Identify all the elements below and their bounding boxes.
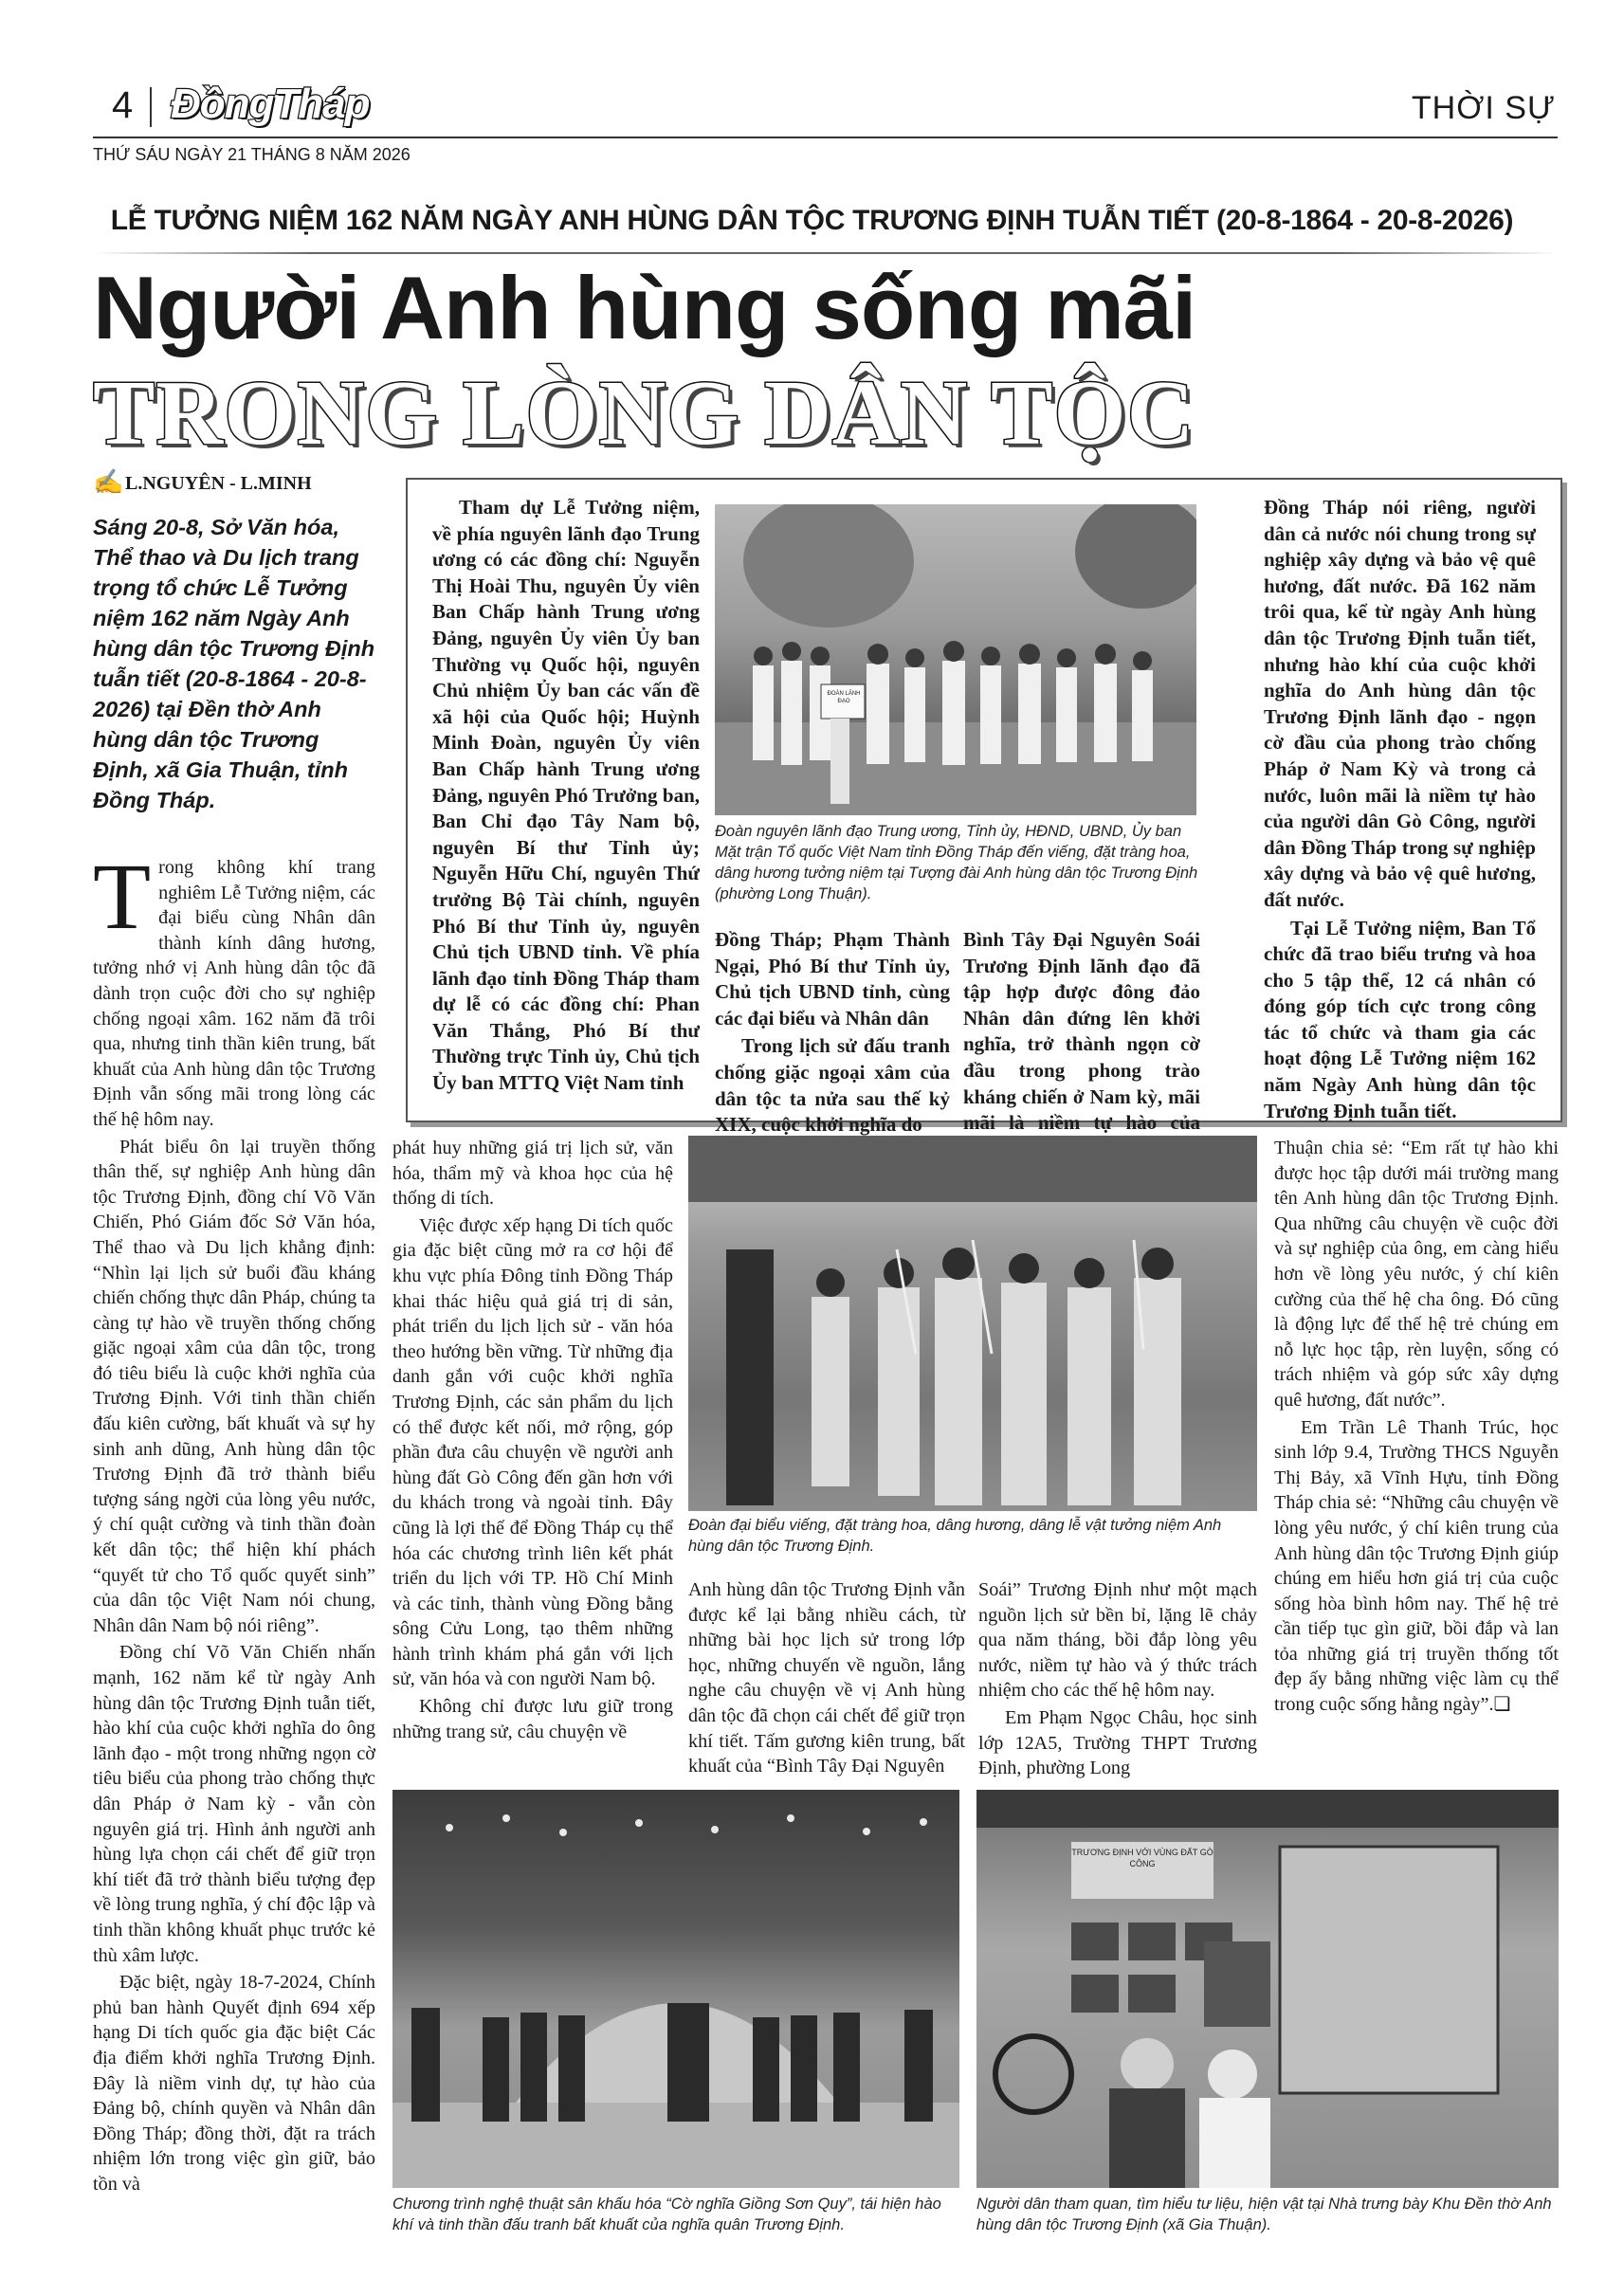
photo4-hall xyxy=(976,1790,1559,2188)
box-col4a-text: Đồng Tháp nói riêng, người dân cả nước nói chung trong sự nghiệp xây dựng và bảo vệ quê hương, đất nước. Đã 162 năm trôi qua, kể từ ngày Anh hùng dân tộc Trương Định tuẫn tiết, nhưng hào khí của cuộc khởi nghĩa do Anh hùng dân tộc Trương Định lãnh đạo - ngọn cờ đầu của phong trào chống Pháp ở Nam Kỳ và trong cả nước, luôn mãi là niềm tự hào của người dân Gò Công, người dân Đồng Tháp trong sự nghiệp xây dựng và bảo vệ quê hương, đất nước. xyxy=(1264,496,1536,911)
headline-line1: Người Anh hùng sống mãi xyxy=(93,258,1196,357)
section-label: THỜI SỰ xyxy=(1411,90,1556,126)
body-col2-p2: Việc được xếp hạng Di tích quốc gia đặc biệt cũng mở ra cơ hội để khu vực phía Đông tỉnh Đồng Tháp khai thác hiệu quả giá trị di sản, phát triển du lịch lịch sử - văn hóa theo hướng bền vững. Từ những địa danh gắn với cuộc khởi nghĩa Trương Định, các sản phẩm du lịch có thể được kết nối, mở rộng, góp phần đưa câu chuyện về người anh hùng đất Gò Công đến gần hơn với du khách trong và ngoài tỉnh. Đây cũng là lợi thế để Đồng Tháp cụ thể hóa các chương trình liên kết phát triển du lịch với TP. Hồ Chí Minh và các tỉnh, thành vùng Đồng bằng sông Cửu Long, tạo thêm những hành trình khám phá gắn với lịch sử, văn hóa và con người Nam bộ. xyxy=(392,1214,673,1690)
byline: L.NGUYÊN - L.MINH xyxy=(125,473,312,494)
photo1-figures xyxy=(715,504,1196,815)
dropcap: T xyxy=(93,844,152,949)
sapo: Sáng 20-8, Sở Văn hóa, Thể thao và Du lịch trang trọng tổ chức Lễ Tưởng niệm 162 năm Ngày Anh hùng dân tộc Trương Định tuẫn tiết (20-8-1864 - 20-8-2026) tại Đền thờ Anh hùng dân tộc Trương Định, xã Gia Thuận, tỉnh Đồng Tháp. xyxy=(93,515,375,812)
body-col1-p2: Phát biểu ôn lại truyền thống thân thế, sự nghiệp Anh hùng dân tộc Trương Định, đồng chí Võ Văn Chiến, Phó Giám đốc Sở Văn hóa, Thể thao và Du lịch khẳng định: “Nhìn lại lịch sử buổi đầu kháng chiến chống thực dân Pháp, chúng ta càng tự hào về truyền thống chống giặc ngoại xâm của dân tộc, trong đó tiêu biểu là cuộc khởi nghĩa của Trương Định. Với tinh thần chiến đấu kiên cường, bất khuất và sự hy sinh anh dũng, Anh hùng dân tộc Trương Định đã trở thành biểu tượng sáng ngời của lòng yêu nước, ý chí quật cường và tinh thần đoàn kết dân tộc; thể hiện khí phách “quyết tử cho Tổ quốc quyết sinh” của dân tộc Việt Nam nói chung, Nhân dân Nam bộ nói riêng”. xyxy=(93,1136,375,1636)
body-col5-p2-text: Em Trần Lê Thanh Trúc, học sinh lớp 9.4, Trường THCS Nguyễn Thị Bảy, xã Vĩnh Hựu, tỉnh Đồng Tháp chia sẻ: “Những câu chuyện về lòng yêu nước, ý chí kiên trung của Anh hùng dân tộc Trương Định giúp chúng em hiểu hơn giá trị của cuộc sống hòa bình hôm nay. Thế hệ trẻ cần tiếp tục gìn giữ, bồi đắp và lan tỏa những giá trị truyền thống tốt đẹp ấy bằng những việc làm cụ thể trong cuộc sống hằng ngày”. xyxy=(1274,1416,1559,1716)
box-col3-text: Bình Tây Đại Nguyên Soái Trương Định lãnh đạo đã tập hợp được đông đảo Nhân dân đứng lên khởi nghĩa, trở thành ngọn cờ đầu trong phong trào kháng chiến ở Nam kỳ, mãi mãi là niềm tự hào của xyxy=(963,928,1200,1135)
box-col2b-text: Trong lịch sử đấu tranh chống giặc ngoại xâm của dân tộc ta nửa sau thế kỷ XIX, cuộc khởi nghĩa do xyxy=(715,1034,950,1137)
body-col4 xyxy=(978,1577,1257,1781)
body-col5-p1: Thuận chia sẻ: “Em rất tự hào khi được học tập dưới mái trường mang tên Anh hùng dân tộc Trương Định. Qua những câu chuyện về cuộc đời và sự nghiệp của ông, em càng hiểu hơn về lòng yêu nước, ý chí kiên cường của thế hệ cha ông. Đó cũng là động lực để thế hệ trẻ chúng em nỗ lực học tập, rèn luyện, sống có trách nhiệm và góp sức xây dựng quê hương, đất nước”. xyxy=(1274,1138,1559,1411)
photo1-caption: Đoàn nguyên lãnh đạo Trung ương, Tỉnh ủy, HĐND, UBND, Ủy ban Mặt trận Tổ quốc Việt Nam tỉnh Đồng Tháp đến viếng, đặt tràng hoa, dâng hương tưởng niệm tại Tượng đài Anh hùng dân tộc Trương Định (phường Long Thuận). xyxy=(715,823,1198,902)
body-col3-p1: Anh hùng dân tộc Trương Định vẫn được kể lại bằng nhiều cách, từ những bài học lịch sử trong lớp học, những chuyến về nguồn, lắng nghe câu chuyện về vị Anh hùng dân tộc đã chọn cái chết để giữ trọn khí tiết. Tấm gương kiên trung, bất khuất của “Bình Tây Đại Nguyên xyxy=(688,1579,965,1777)
photo2-caption: Đoàn đại biểu viếng, đặt tràng hoa, dâng hương, dâng lễ vật tưởng niệm Anh hùng dân tộc Trương Định. xyxy=(688,1517,1222,1555)
masthead-logo: ĐồngTháp xyxy=(171,81,370,127)
box-col4b-text: Tại Lễ Tưởng niệm, Ban Tổ chức đã trao biểu trưng và hoa cho 5 tập thể, 12 cá nhân có đóng góp tích cực trong công tác tổ chức và tham gia các hoạt động Lễ Tưởng niệm 162 năm Ngày Anh hùng dân tộc Trương Định tuẫn tiết. xyxy=(1264,916,1536,1122)
box-col1-text: Tham dự Lễ Tưởng niệm, về phía nguyên lãnh đạo Trung ương có các đồng chí: Nguyễn Thị Hoài Thu, nguyên Ủy viên Ban Chấp hành Trung ương Đảng, nguyên Ủy viên Ủy ban Thường vụ Quốc hội, nguyên Chủ nhiệm Ủy ban các vấn đề xã hội của Quốc hội; Huỳnh Minh Đoàn, nguyên Ủy viên Ban Chấp hành Trung ương Đảng, nguyên Phó Trưởng ban, Ban Chỉ đạo Tây Nam bộ, nguyên Bí thư Tỉnh ủy; Nguyễn Hữu Chí, nguyên Thứ trưởng Bộ Tài chính, nguyên Phó Bí thư Tỉnh ủy, nguyên Chủ tịch UBND tỉnh. Về phía lãnh đạo tỉnh Đồng Tháp tham dự lễ có các đồng chí: Phan Văn Thắng, Phó Bí thư Thường trực Tỉnh ủy, Chủ tịch Ủy ban MTTQ Việt Nam tỉnh xyxy=(432,496,700,1095)
photo-incense-offering xyxy=(688,1136,1257,1511)
body-col1-p1-text: rong không khí trang nghiêm Lễ Tưởng niệm, các đại biểu cùng Nhân dân thành kính dâng hương, tưởng nhớ vị Anh hùng dân tộc đã dành trọn cuộc đời cho sự nghiệp chống ngoại xâm. 162 năm đã trôi qua, nhưng tinh thần kiên trung, bất khuất của Anh hùng dân tộc Trương Định vẫn sống mãi trong lòng các thế hệ hôm nay. xyxy=(93,857,375,1130)
photo3-caption: Chương trình nghệ thuật sân khấu hóa “Cờ nghĩa Giồng Sơn Quy”, tái hiện hào khí và tinh thần đấu tranh bất khuất của nghĩa quân Trương Định. xyxy=(392,2196,941,2233)
header-rule xyxy=(93,137,1558,138)
body-col1-p1 xyxy=(93,844,375,1133)
body-col2 xyxy=(392,1136,673,1744)
pen-icon: ✍ xyxy=(93,468,124,496)
body-col2-p1: phát huy những giá trị lịch sử, văn hóa, thẩm mỹ và khoa học của hệ thống di tích. xyxy=(392,1138,673,1210)
box-col2-text: Đồng Tháp; Phạm Thành Ngại, Phó Bí thư Tỉnh ủy, Chủ tịch UBND tỉnh, cùng các đại biểu và Nhân dân xyxy=(715,928,950,1030)
body-col3 xyxy=(688,1577,965,1779)
box-col2 xyxy=(715,927,950,1139)
photo-delegation-monument xyxy=(715,504,1196,815)
header-divider xyxy=(150,87,152,127)
photo-stage-performance xyxy=(392,1790,959,2188)
photo3-stage xyxy=(392,1790,959,2188)
body-col1-p3: Đồng chí Võ Văn Chiến nhấn mạnh, 162 năm kể từ ngày Anh hùng dân tộc Trương Định tuẫn tiết, hào khí của cuộc khởi nghĩa do ông lãnh đạo - một trong những ngọn cờ tiêu biểu của phong trào chống thực dân Pháp ở Nam kỳ - vẫn còn nguyên giá trị. Hình ảnh người anh hùng lựa chọn cái chết để giữ trọn khí tiết đã trở thành biểu tượng đẹp về lòng trung nghĩa, ý chí độc lập và tinh thần không khuất phục trước kẻ thù xâm lược. xyxy=(93,1642,375,1966)
photo2-figures xyxy=(688,1136,1257,1511)
end-mark: ❏ xyxy=(1493,1694,1511,1716)
photo4-caption: Người dân tham quan, tìm hiểu tư liệu, hiện vật tại Nhà trưng bày Khu Đền thờ Anh hùng dân tộc Trương Định (xã Gia Thuận). xyxy=(976,2196,1552,2233)
box-col3 xyxy=(963,927,1200,1162)
page-number: 4 xyxy=(112,84,134,126)
box-col1 xyxy=(432,495,700,1097)
photo-exhibition-hall xyxy=(976,1790,1559,2188)
kicker: LỄ TƯỞNG NIỆM 162 NĂM NGÀY ANH HÙNG DÂN TỘC TRƯƠNG ĐỊNH TUẪN TIẾT (20-8-1864 - 20-8-2026) xyxy=(110,205,1514,236)
body-col1-p4: Đặc biệt, ngày 18-7-2024, Chính phủ ban hành Quyết định 694 xếp hạng Di tích quốc gia đặc biệt Các địa điểm khởi nghĩa Trương Định. Đây là niềm vinh dự, tự hào của Đảng bộ, chính quyền và Nhân dân Đồng Tháp; đồng thời, đặt ra trách nhiệm lớn trong việc gìn giữ, bảo tồn và xyxy=(93,1972,375,2195)
body-col4-p1: Soái” Trương Định như một mạch nguồn lịch sử bền bỉ, lặng lẽ chảy qua năm tháng, bồi đắp lòng yêu nước, niềm tự hào và ý thức trách nhiệm cho các thế hệ hôm nay. xyxy=(978,1579,1257,1702)
box-col4 xyxy=(1264,495,1536,1124)
photo4-sign-text: TRƯƠNG ĐỊNH VỚI VÙNG ĐẤT GÒ CÔNG xyxy=(1071,1848,1213,1868)
issue-date: THỨ SÁU NGÀY 21 THÁNG 8 NĂM 2026 xyxy=(93,145,411,164)
body-col5-p2 xyxy=(1274,1415,1559,1718)
photo1-banner-text: ĐOÀN LÃNH ĐẠO xyxy=(827,691,861,704)
body-col5 xyxy=(1274,1136,1559,1718)
body-col2-p3: Không chỉ được lưu giữ trong những trang sử, câu chuyện về xyxy=(392,1696,673,1742)
body-col1 xyxy=(93,844,375,2196)
body-col4-p2: Em Phạm Ngọc Châu, học sinh lớp 12A5, Trường THPT Trương Định, phường Long xyxy=(978,1706,1257,1779)
headline-line2: TRONG LÒNG DÂN TỘC xyxy=(93,362,1195,465)
kicker-rule xyxy=(93,252,1558,254)
